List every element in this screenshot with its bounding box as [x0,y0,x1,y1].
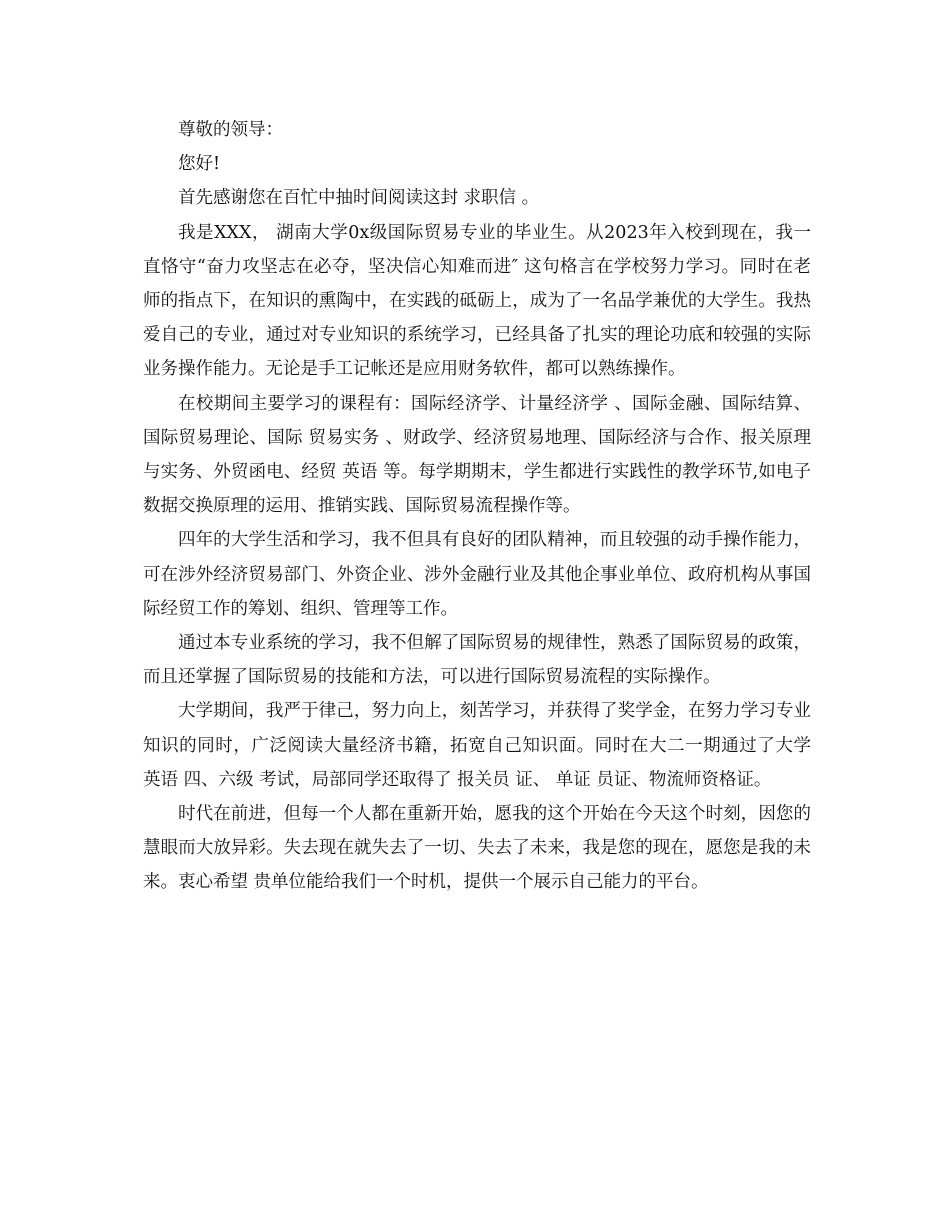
greeting: 您好! [178,154,221,175]
paragraph-closing: 时代在前进，但每一个人都在重新开始，愿我的这个开始在今天这个时刻，因您的慧眼而大放异彩。失去现在就失去了一切、失去了未来，我是您的现在，愿您是我的未来。衷心希望 贵单位能给我们一个时机，提供一个展示自己能力的平台。 [143,804,811,893]
paragraph-introduction: 我是XXX， 湖南大学0x级国际贸易专业的毕业生。从2023年入校到现在，我一直恪守“奋力攻坚志在必夺，坚决信心知难而进″ 这句格言在学校努力学习。同时在老师的指点下，在知识的熏陶中，在实践的砥砺上，成为了一名品学兼优的大学生。我热爱自己的专业，通过对专业知识的系统学习，已经具备了扎实的理论功底和较强的实际业务操作能力。无论是手工记帐还是应用财务软件，都可以熟练操作。 [143,222,811,380]
paragraph-courses: 在校期间主要学习的课程有：国际经济学、计量经济学 、国际金融、国际结算、国际贸易理论、国际 贸易实务 、财政学、经济贸易地理、国际经济与合作、报关原理与实务、外贸函电、经贸 英语 等。每学期期末，学生都进行实践性的教学环节,如电子数据交换原理的运用、推销实践、国际贸易流程操作等。 [143,393,811,517]
paragraph-abilities: 四年的大学生活和学习，我不但具有良好的团队精神，而且较强的动手操作能力，可在涉外经济贸易部门、外资企业、涉外金融行业及其他企事业单位、政府机构从事国际经贸工作的筹划、组织、管理等工作。 [143,530,811,619]
paragraph-achievements: 大学期间，我严于律己，努力向上，刻苦学习，并获得了奖学金，在努力学习专业知识的同时，广泛阅读大量经济书籍，拓宽自己知识面。同时在大二一期通过了大学 英语 四、六级 考试，局部同学还取得了 报关员 证、 单证 员证、物流师资格证。 [143,701,811,790]
cover-letter-body [143,113,811,900]
paragraph-thanks: 首先感谢您在百忙中抽时间阅读这封 求职信 。 [178,188,540,209]
paragraph-major-study: 通过本专业系统的学习，我不但解了国际贸易的规律性，熟悉了国际贸易的政策，而且还掌握了国际贸易的技能和方法，可以进行国际贸易流程的实际操作。 [143,633,811,688]
salutation: 尊敬的领导： [178,120,283,140]
